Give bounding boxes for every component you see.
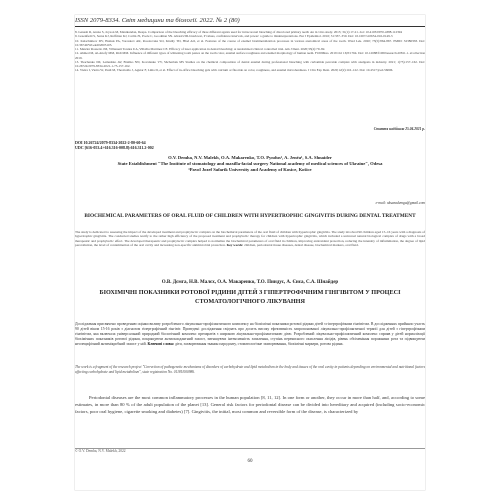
reference-item: 12. Ahmed M, Al-Attefy MM, Ridi MM. Influence of different types of whitening tooth pastes on the tooth color, enamel surface roughness and enamel morphology of human teeth. F1000Res. 2019 Oct 16;8:1764. Doi: 10.12688/f1000research.20811.1. eCollection 2019. (75, 51, 425, 60)
abstract-text: The study is dedicated to assessing the impact of the developed treatment and prophylactic complex on the biochemical parameters of the oral fluid of children with hypertrophic gingivitis. The study involved 90 children aged 15–16 years with a diagnosis of hypertrophic gingivitis. The conducted studies testify to the rather high efficiency of the proposed treatment and prophylactic therapy for children with hypertrophic gingivitis, which included a universal natural biological complex of drugs with a broad therapeutic and prophylactic effect. The developed therapeutic and prophylactic complex helped to normalize the biochemical parameters of oral fluid in children, improving antioxidant protection, reducing the intensity of inflammation, the degree of lipid peroxidation, the level of contamination of the oral cavity and increasing non-specific antimicrobial protection. (75, 230, 425, 248)
authors-en (75, 155, 425, 173)
authors-ua: О.В. Дємга, Н.В. Малєх, О.А. Макаренко, Т.О. Пиндус, А. Єнєа, С.А. Шнайдер (161, 280, 339, 285)
abstract-ua (75, 322, 425, 347)
reference-item: 10. Kalachnikov DV, Haziuk PA, Voronkov AR, Rosolovska SO, Kindiy TD, Hlad AO, et al. Features of the course of enamel biomineralization processes in various anatomical areas of the tooth. Wiad Lek. 2020; 73(5):864-867. PMID: 32386358. Doi: 10.36740/WLek202005105. (75, 38, 425, 47)
keywords-text-ua: діти, захворювання тканин пародонту, стоматологічне захворювання, біохімічні маркери, ротова рідина. (174, 342, 344, 347)
reference-item: 8. Ganesh R, Aruna S, Joyson M, Manikandan, Deepa. Comparison of the bleaching efficacy of three different agents used for intracoronal bleaching of discolored primary teeth: An in vitro study. 2013; 31(1):17-21. doi: 10.4103/0970-4388.112394 (75, 30, 403, 34)
author-email: e-mail: oksanademga@gmail.com (375, 201, 425, 205)
doi-line: DOI 10.26724/2079-8334-2022-2-80-60-64 (75, 140, 146, 145)
header-divider (75, 26, 425, 27)
keywords-label-ua: Ключові слова: (147, 342, 174, 347)
doi-block (75, 140, 425, 150)
footnote-divider (75, 448, 425, 449)
copyright: © O.V. Demha, N.V. Malekh, 2022 (75, 449, 126, 453)
keywords-label: Key words: (226, 243, 244, 248)
journal-header: ISSN 2079-8334. Світ медицини та біології. 2022. № 2 (80) (75, 17, 240, 24)
article-title-ua: БІОХІМІЧНІ ПОКАЗНИКИ РОТОВОЇ РІДИНИ ДІТЕЙ З ГІПЕРТРОФІЧНИМ ГІНГІВІТОМ У ПРОЦЕСІ СТОМАТОЛОГІЧНОГО ЛІКУВАННЯ (99, 289, 401, 305)
university: ¹Pavol Jozef Safarik University and Academy of Kosice, Košice (188, 167, 312, 172)
document-page (75, 15, 425, 490)
body-text (75, 394, 425, 416)
reference-item: 9. Greenfield S, Sarna KJ, Roffman KJ, Carlin JS, Poole C, Goodman SN. Abrasiv3D-brush test, P values, confidence intervals, and power: a guide to misinterpretations. Eur J Epidemiol. 2016; 31:337–350. Doi: 10.1007/s10654-016-0149-3 (75, 34, 393, 39)
body-paragraph: Periodontal diseases are the most common inflammatory processes in the human population [8, 11, 12]. In one form or another, they occur in more than half, and, according to some estimates, in more than 80 % of the adult population of the planet [13]. General risk factors for periodontal disease can be divided into hereditary and acquired (including socio-economic factors, poor oral hygiene, cigarette smoking and diabetes) [7]. Gingivitis, the initial, most common and reversible form of the disease, is characterized by (75, 395, 425, 415)
institution: State Establishment "The Institute of stomatology and maxilla-facial surgery National academy of medical sciences of Ukraine", Odesa (117, 161, 383, 166)
reference-item: 14. Vieira I, Vieira W, Pauli M, Theobaldo J, Aguiar F, Lima D, et al. Effect of in-office bleaching gels with calcium or fluoride on color, roughness, and enamel microhardness. J Clin Exp Dent. 2020;12(2):116–122. Doi: 10.4317/jced.56006. (75, 68, 394, 73)
abstract-text-ua: Дослідження присвячено проведенню оцінки впливу розробленого лікувально-профілактичного комплексу на біохімічні показники ротової рідини дітей з гіпертрофічним гінгівітом. В дослідженнях прийняло участь 90 дітей віком 15-16 років з діагнозом гіпертрофічний гінгівіт. Проведені дослідження свідчать про досить високу ефективність запропонованої лікувально-профілактичної терапії для дітей з гіпертрофічним гінгівітом, яка включала універсальний природний біологічний комплекс препаратів з широкою лікувально-профілактичною дією. Розроблений лікувально-профілактичний комплекс сприяв у дітей нормалізації біохімічних показників ротової рідини, покращуючи антиоксидантний захист, зменшуючи інтенсивність запалення, ступінь перекисного окислення ліпідів, рівень обсіменіння порожнини рота та підвищуючи неспецифічний антимікробний захист у ній. (75, 322, 425, 347)
page-number: 60 (247, 459, 253, 464)
received-date: Стаття надійшла 25.04.2021 р. (373, 127, 425, 131)
reference-item: 13. Tkachenko IM, Lemeshko AV, Brailko NN, Kovalenko VV, Shcherbak MS Studies on the chemical composition of dental enamel during professional bleaching with carbamide peroxide complex with analgesia in industry. 2021; 1(75):157–162. Doi: 10.26724/2079-8334-2021-1-75-157-162. (75, 59, 425, 68)
article-title-en: BIOCHEMICAL PARAMETERS OF ORAL FLUID OF CHILDREN WITH HYPERTROPHIC GINGIVITIS DURING DENTAL TREATMENT (84, 213, 416, 219)
udc-line: UDC [616-053.4+616.316-008.8]:616.311.2-002 (75, 145, 154, 150)
abstract-en (75, 230, 425, 248)
keywords-text: children, periodontal tissue diseases, dental disease, biochemical markers, oral fluid. (244, 243, 359, 248)
research-note: The work is a fragment of the research project "Correction of pathogenetic mechanisms of disorders of carbohydrate and lipid metabolism in the body and tissues of the oral cavity in patients depending on environmental and nutritional factors affecting carbohydrate and lipid metabolism", state registration No. 0118U000986. (75, 365, 425, 374)
reference-item: 11. Metzler Rossetto JM, Villanueti Tondes UA, Villalba Martinez CE. Efficacy of laser application in dental bleaching: A randomized clinical controlled trial. Am J Dent. 2020;33(2):79–82. (75, 47, 326, 51)
reference-list (75, 30, 425, 73)
author-names: O.V. Demha, N.V. Malekh, O.A. Makarenko, T.O. Pyndus¹, A. Jenéa¹, S.A. Shnaider (168, 155, 332, 160)
